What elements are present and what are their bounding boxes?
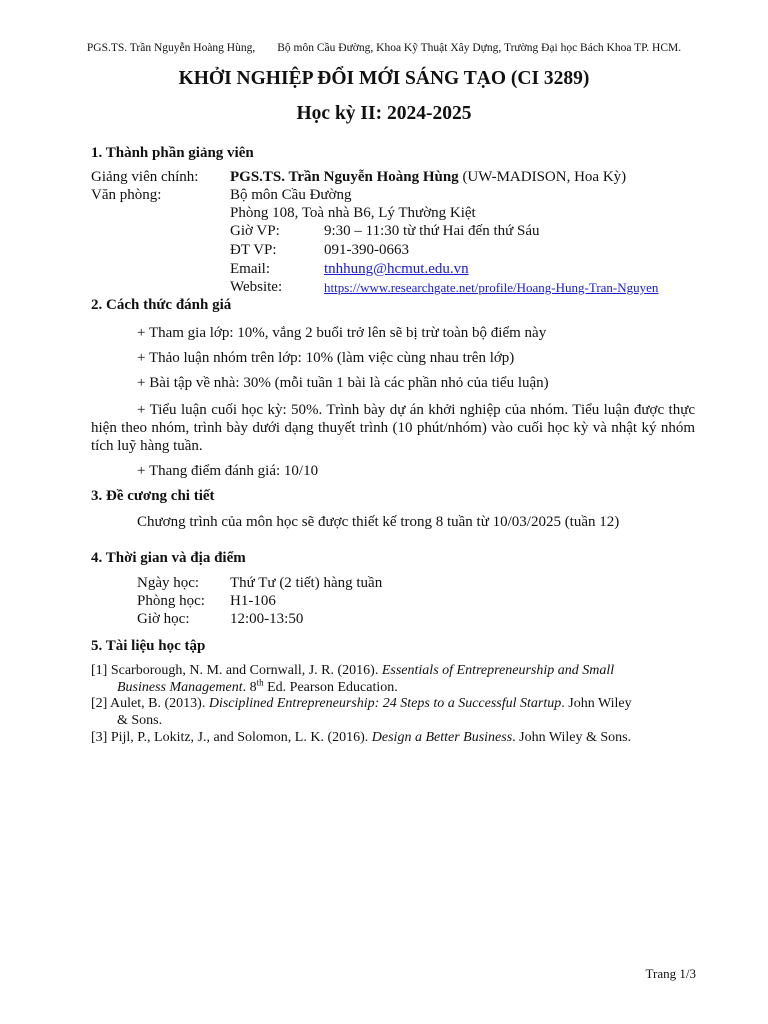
section-1-heading: 1. Thành phần giảng viên	[91, 145, 254, 161]
office-hours-label: Giờ VP:	[230, 223, 280, 239]
day-label: Ngày học:	[137, 575, 200, 591]
reference-3-publisher: . John Wiley & Sons.	[512, 730, 632, 745]
office-line2: Phòng 108, Toà nhà B6, Lý Thường Kiệt	[230, 205, 476, 221]
instructor-name: PGS.TS. Trần Nguyễn Hoàng Hùng	[230, 169, 459, 185]
day-value: Thứ Tư (2 tiết) hàng tuần	[230, 575, 383, 591]
website-link[interactable]: https://www.researchgate.net/profile/Hoang-Hung-Tran-Nguyen	[324, 280, 659, 295]
assessment-item-scale: + Thang điểm đánh giá: 10/10	[137, 463, 319, 479]
website-cell	[324, 280, 658, 297]
semester-title: Học kỳ II: 2024-2025	[296, 103, 472, 124]
assessment-item-final-essay: + Tiểu luận cuối học kỳ: 50%. Trình bày dự án khởi nghiệp của nhóm. Tiểu luận được thực hiện theo nhóm, trình bày dưới dạng thuyết trình (10 phút/nhóm) vào cuối học kỳ và nhật ký nhóm tích luỹ hàng tuần.	[91, 402, 695, 454]
course-title: KHỞI NGHIỆP ĐỔI MỚI SÁNG TẠO (CI 3289)	[178, 68, 590, 89]
office-hours-value: 9:30 – 11:30 từ thứ Hai đến thứ Sáu	[324, 223, 540, 239]
email-cell	[324, 261, 469, 278]
phone-label: ĐT VP:	[230, 242, 277, 258]
section-5-heading: 5. Tài liệu học tập	[91, 638, 206, 654]
instructor-value	[230, 169, 626, 186]
office-line1: Bộ môn Cầu Đường	[230, 187, 352, 203]
office-label: Văn phòng:	[91, 187, 162, 203]
reference-1-publisher: Ed. Pearson Education.	[263, 680, 398, 695]
header-department: Bộ môn Cầu Đường, Khoa Kỹ Thuật Xây Dựng, Trường Đại học Bách Khoa TP. HCM.	[277, 42, 682, 54]
time-label: Giờ học:	[137, 611, 190, 627]
section-2-heading: 2. Cách thức đánh giá	[91, 297, 232, 313]
reference-1	[91, 662, 701, 696]
email-label: Email:	[230, 261, 270, 277]
reference-3-title: Design a Better Business	[371, 730, 513, 745]
room-label: Phòng học:	[137, 593, 205, 609]
time-value: 12:00-13:50	[230, 611, 304, 627]
reference-3	[91, 729, 701, 746]
reference-2-title: Disciplined Entrepreneurship: 24 Steps to a Successful Startup	[208, 696, 562, 711]
assessment-item-discussion: + Thảo luận nhóm trên lớp: 10% (làm việc cùng nhau trên lớp)	[137, 350, 515, 366]
running-header	[0, 42, 768, 54]
syllabus-text: Chương trình của môn học sẽ được thiết kế trong 8 tuần từ 10/03/2025 (tuần 12)	[137, 514, 620, 530]
reference-1-authors: [1] Scarborough, N. M. and Cornwall, J. R. (2016).	[91, 663, 382, 678]
email-link[interactable]: tnhhung@hcmut.edu.vn	[324, 261, 469, 277]
reference-1-title-part1: Essentials of Entrepreneurship and Small	[381, 663, 615, 678]
reference-2-authors: [2] Aulet, B. (2013).	[91, 696, 209, 711]
reference-2-publisher-cont: & Sons.	[117, 713, 163, 728]
section-3-heading: 3. Đề cương chi tiết	[91, 488, 215, 504]
reference-1-title-part2: Business Management	[117, 680, 243, 695]
reference-1-edition: . 8	[242, 680, 257, 695]
reference-3-authors: [3] Pijl, P., Lokitz, J., and Solomon, L. K. (2016).	[91, 730, 372, 745]
page-number: Trang 1/3	[645, 966, 696, 981]
reference-1-superscript: th	[256, 677, 264, 688]
assessment-item-attendance: + Tham gia lớp: 10%, vắng 2 buổi trở lên sẽ bị trừ toàn bộ điểm này	[137, 325, 547, 341]
section-4-heading: 4. Thời gian và địa điểm	[91, 550, 246, 566]
room-value: H1-106	[230, 593, 276, 609]
website-label: Website:	[230, 279, 283, 295]
instructor-label: Giảng viên chính:	[91, 169, 199, 185]
reference-2-publisher: . John Wiley	[561, 696, 632, 711]
header-author: PGS.TS. Trần Nguyễn Hoàng Hùng,	[86, 42, 256, 54]
reference-2	[91, 695, 701, 729]
phone-value: 091-390-0663	[324, 242, 409, 258]
instructor-affiliation: (UW-MADISON, Hoa Kỳ)	[458, 169, 627, 185]
assessment-item-homework: + Bài tập về nhà: 30% (mỗi tuần 1 bài là các phần nhỏ của tiểu luận)	[137, 375, 549, 391]
